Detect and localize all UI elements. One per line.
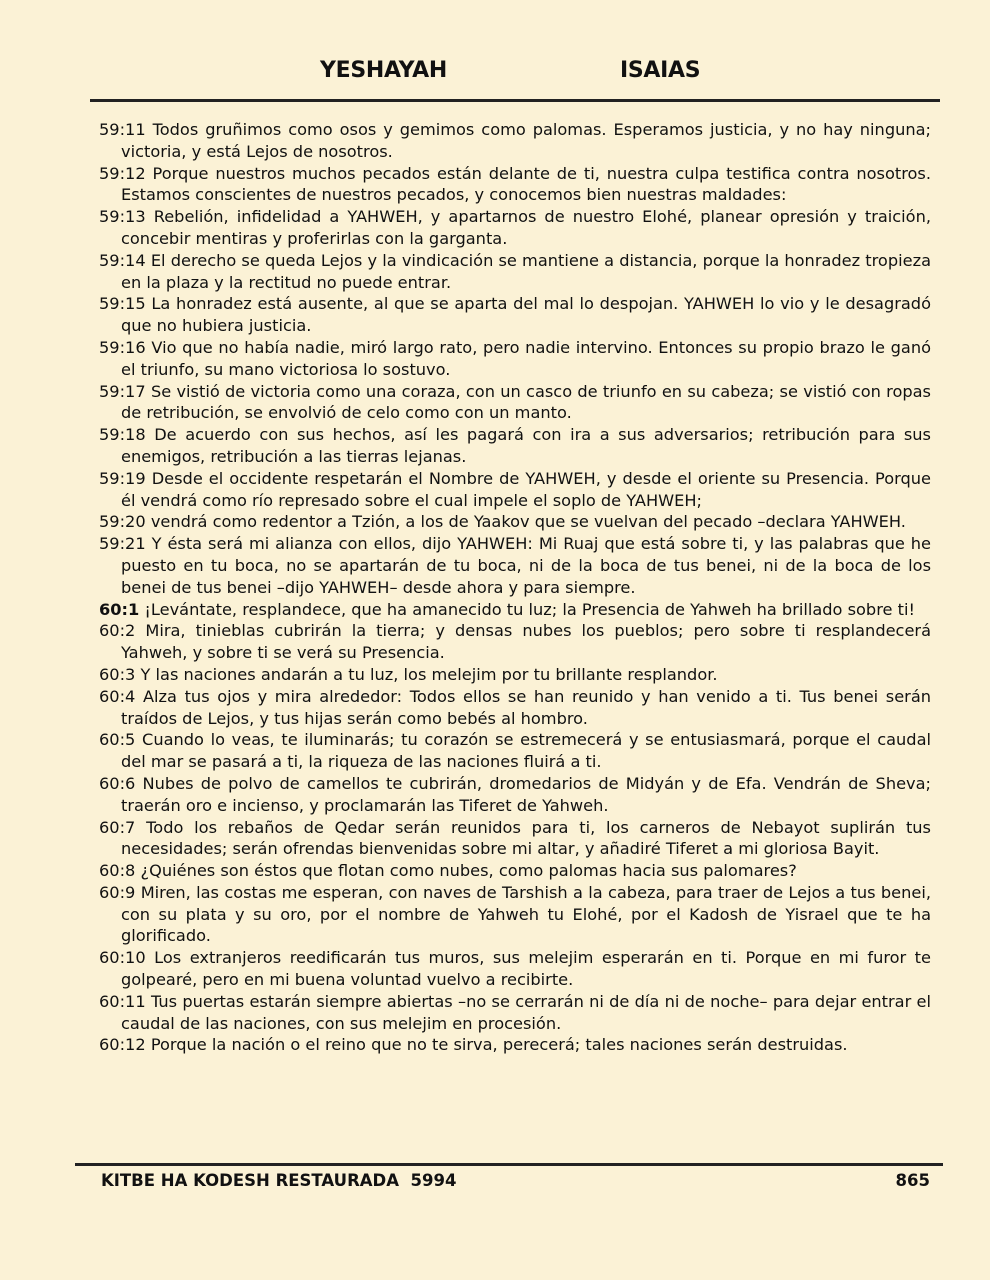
verse-ref: 60:7: [99, 817, 136, 837]
verse: [99, 882, 931, 947]
verse: [99, 381, 931, 425]
verse-ref: 59:13: [99, 207, 146, 227]
verse-text: El derecho se queda Lejos y la vindicación se mantiene a distancia, porque la honradez tropieza en la plaza y la rectitud no puede entrar.: [121, 250, 931, 292]
verse-ref: 60:9: [99, 882, 136, 902]
verse-text: Se vistió de victoria como una coraza, con un casco de triunfo en su cabeza; se vistió con ropas de retribución, se envolvió de celo como con un manto.: [121, 381, 931, 423]
verse-ref: 60:2: [99, 621, 136, 641]
verse-ref: 59:18: [99, 425, 146, 445]
verse-ref: 59:12: [99, 163, 146, 183]
verse-text: Miren, las costas me esperan, con naves de Tarshish a la cabeza, para traer de Lejos a tus benei, con su plata y su oro, por el nombre de Yahweh tu Elohé, por el Kadosh de Yisrael que te ha glorificado.: [121, 882, 931, 946]
verse-list: [99, 119, 931, 1056]
verse: [99, 511, 931, 533]
verse: [99, 533, 931, 598]
verse: [99, 729, 931, 773]
verse-text: De acuerdo con sus hechos, así les pagará con ira a sus adversarios; retribución para sus enemigos, retribución a las tierras lejanas.: [121, 425, 931, 466]
header-title-hebrew: YESHAYAH: [320, 58, 448, 83]
verse-text: Vio que no había nadie, miró largo rato, pero nadie intervino. Entonces su propio brazo le ganó el triunfo, su mano victoriosa lo sostuvo.: [121, 337, 931, 379]
verse-text: La honradez está ausente, al que se aparta del mal lo despojan. YAHWEH lo vio y le desagradó que no hubiera justicia.: [121, 294, 931, 336]
verse: [99, 119, 931, 163]
verse: [99, 1034, 931, 1056]
verse: [99, 991, 931, 1035]
footer-rule: [75, 1163, 943, 1166]
verse-ref: 59:16: [99, 337, 146, 357]
verse-text: Rebelión, infidelidad a YAHWEH, y apartarnos de nuestro Elohé, planear opresión y traición, concebir mentiras y proferirlas con la garganta.: [121, 207, 931, 248]
verse-text: Porque nuestros muchos pecados están delante de ti, nuestra culpa testifica contra nosotros. Estamos conscientes de nuestros pecados, y conocemos bien nuestras maldades:: [121, 163, 931, 205]
verse-text: Mira, tinieblas cubrirán la tierra; y densas nubes los pueblos; pero sobre ti resplandecerá Yahweh, y sobre ti se verá su Presencia.: [121, 621, 931, 663]
verse: [99, 250, 931, 294]
verse-text: Todos gruñimos como osos y gemimos como palomas. Esperamos justicia, y no hay ninguna; victoria, y está Lejos de nosotros.: [121, 120, 931, 161]
verse-ref: 59:20: [99, 512, 146, 532]
verse: [99, 620, 931, 664]
verse: [99, 163, 931, 207]
verse-text: vendrá como redentor a Tzión, a los de Yaakov que se vuelvan del pecado –declara YAHWEH.: [150, 512, 906, 532]
verse-ref: 59:15: [99, 294, 146, 314]
verse-ref: 60:10: [99, 948, 146, 968]
verse-text: Tus puertas estarán siempre abiertas –no se cerrarán ni de día ni de noche– para dejar entrar el caudal de las naciones, con sus melejim en procesión.: [121, 991, 931, 1033]
verse-text: Y ésta será mi alianza con ellos, dijo YAHWEH: Mi Ruaj que está sobre ti, y las palabras que he puesto en tu boca, no se apartarán de tu boca, ni de la boca de tus benei, ni de la boca de los benei de tus benei –dijo YAHWEH– desde ahora y para siempre.: [121, 534, 931, 597]
header-rule: [90, 99, 940, 102]
verse: [99, 947, 931, 991]
verse: [99, 424, 931, 468]
verse: [99, 293, 931, 337]
verse-ref: 59:14: [99, 250, 146, 270]
verse: [99, 664, 931, 686]
verse-text: ¿Quiénes son éstos que flotan como nubes, como palomas hacia sus palomares?: [140, 861, 797, 881]
footer-book-title: KITBE HA KODESH RESTAURADA 5994: [101, 1171, 457, 1190]
verse-text: Desde el occidente respetarán el Nombre de YAHWEH, y desde el oriente su Presencia. Porque él vendrá como río represado sobre el cual impele el soplo de YAHWEH;: [121, 468, 931, 510]
page-header: [0, 58, 990, 90]
verse-ref: 59:19: [99, 468, 146, 488]
verse-text: Porque la nación o el reino que no te sirva, perecerá; tales naciones serán destruidas.: [150, 1035, 848, 1055]
verse-ref: 60:8: [99, 861, 136, 881]
verse-ref: 60:5: [99, 730, 136, 750]
verse-ref: 60:12: [99, 1035, 146, 1055]
verse-ref: 60:11: [99, 991, 146, 1011]
verse-text: Los extranjeros reedificarán tus muros, sus melejim esperarán en ti. Porque en mi furor te golpearé, pero en mi buena voluntad vuelvo a recibirte.: [121, 948, 931, 990]
verse-ref: 59:11: [99, 120, 146, 139]
verse-text: ¡Levántate, resplandece, que ha amanecido tu luz; la Presencia de Yahweh ha brillado sobre ti!: [144, 599, 915, 619]
verse: [99, 817, 931, 861]
verse-text: Y las naciones andarán a tu luz, los melejim por tu brillante resplandor.: [140, 664, 718, 684]
header-title-spanish: ISAIAS: [620, 58, 701, 83]
verse: [99, 686, 931, 730]
verse-text: Cuando lo veas, te iluminarás; tu corazón se estremecerá y se entusiasmará, porque el caudal del mar se pasará a ti, la riqueza de las naciones fluirá a ti.: [121, 730, 931, 772]
verse-text: Nubes de polvo de camellos te cubrirán, dromedarios de Midyán y de Efa. Vendrán de Sheva; traerán oro e incienso, y proclamarán las Tiferet de Yahweh.: [121, 773, 931, 815]
verse: [99, 206, 931, 250]
verse: [99, 599, 931, 621]
verse-ref: 60:4: [99, 686, 136, 706]
verse-ref: 59:21: [99, 534, 146, 554]
verse: [99, 773, 931, 817]
verse: [99, 337, 931, 381]
verse-ref: 60:3: [99, 664, 136, 684]
verse: [99, 860, 931, 882]
verse-ref: 59:17: [99, 381, 146, 401]
verse-ref: 60:6: [99, 773, 136, 793]
page-number: 865: [895, 1171, 930, 1190]
verse: [99, 468, 931, 512]
verse-text: Alza tus ojos y mira alrededor: Todos ellos se han reunido y han venido a ti. Tus benei serán traídos de Lejos, y tus hijas serán como bebés al hombro.: [121, 686, 931, 728]
verse-ref: 60:1: [99, 599, 140, 619]
verse-text: Todo los rebaños de Qedar serán reunidos para ti, los carneros de Nebayot suplirán tus necesidades; serán ofrendas bienvenidas sobre mi altar, y añadiré Tiferet a mi gloriosa Bayit.: [121, 817, 931, 859]
